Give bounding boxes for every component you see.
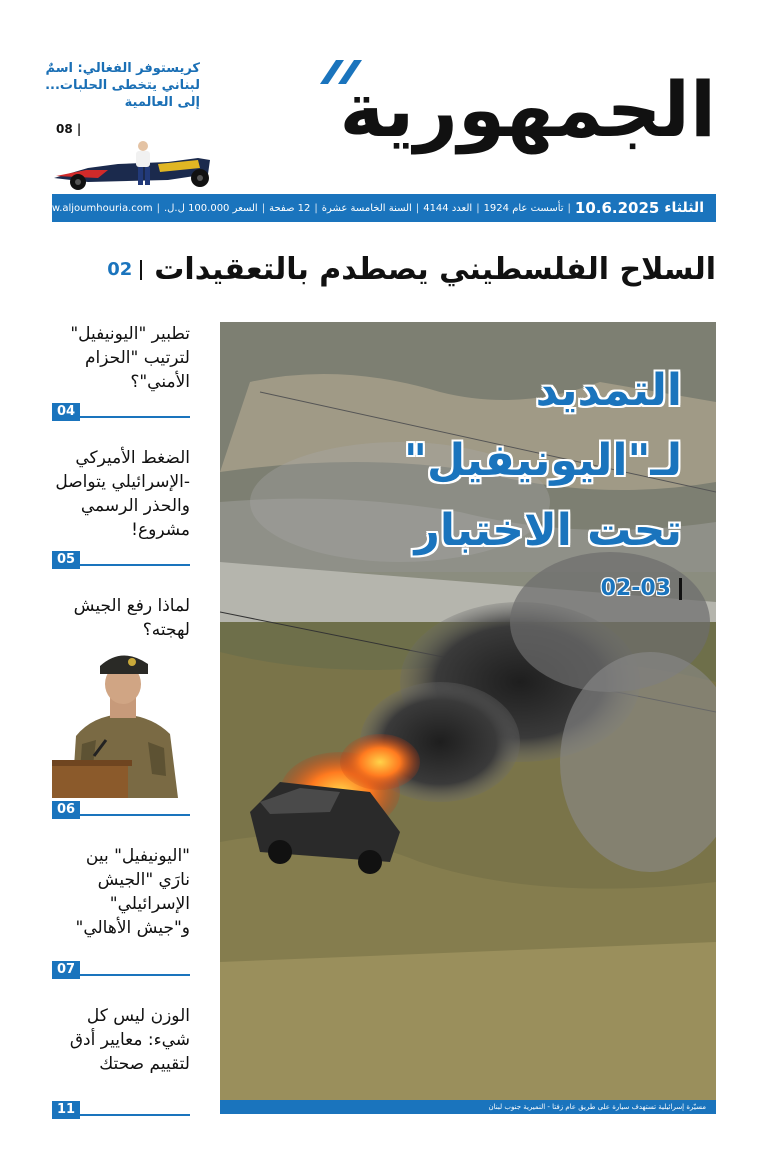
masthead [296, 52, 716, 162]
issue-date: 10.6.2025 [574, 199, 660, 217]
sidebar-item-us-pressure[interactable] [52, 446, 190, 568]
sidebar-item-page: 06 [52, 798, 190, 816]
sidebar-item-page: 07 [52, 958, 190, 976]
cover-headline-line-2: لـ"اليونيفيل" [404, 435, 682, 486]
cover-headline-line-1: التمديد [535, 365, 682, 416]
cover-headline [382, 356, 682, 601]
sidebar-item-page: 11 [52, 1098, 190, 1116]
sidebar-item-unifil-buffer[interactable] [52, 322, 190, 420]
sidebar-item-unifil-fire[interactable] [52, 844, 190, 978]
sidebar-item-weight-health[interactable] [52, 1004, 190, 1116]
main-headline-text: السلاح الفلسطيني يصطدم بالتعقيدات [154, 252, 716, 287]
cover-headline-line-3: تحت الاختبار [414, 505, 682, 556]
sidebar-item-title: الوزن ليس كل شيء: معايير أدق لتقييم صحتك [69, 1006, 190, 1074]
promo-headline: كريستوفر الفغالي: اسمٌ لبناني يتخطى الحلبات... إلى العالمية [45, 61, 200, 110]
sidebar-item-page: 05 [52, 548, 190, 566]
race-car-image [48, 140, 218, 192]
sidebar-item-title: تطبير "اليونيفيل" لترتيب "الحزام الأمني"؟ [70, 324, 190, 392]
sidebar-item-page: 04 [52, 400, 190, 418]
sidebar-item-title: "اليونيفيل" بين نارَي "الجيش الإسرائيلي" و"جيش الأهالي" [75, 846, 190, 938]
publication-year: السنة الخامسة عشرة [321, 202, 412, 214]
sidebar-item-title: لماذا رفع الجيش لهجته؟ [73, 596, 190, 640]
photo-caption: مسيّرة إسرائيلية تستهدف سيارة على طريق عام زفتا - النميرية جنوب لبنان [220, 1100, 716, 1114]
price: السعر 100.000 ل.ل. [163, 202, 258, 214]
newspaper-logo: الجمهورية [339, 65, 716, 154]
cover-photo[interactable] [220, 322, 716, 1100]
cover-page-ref: 02-03 [382, 576, 682, 601]
weekday: الثلثاء [664, 200, 704, 216]
promo-page-number: 08 | [56, 122, 82, 136]
main-headline-page: 02 [107, 260, 142, 280]
army-commander-photo [52, 644, 192, 798]
founded-year: تأسست عام 1924 [483, 202, 564, 214]
issue-number: العدد 4144 [423, 202, 473, 214]
date-bar: الثلثاء 10.6.2025 | تأسست عام 1924 | العدد 4144 | السنة الخامسة عشرة | 12 صفحة | السعر 100.000 ل.ل. | www.aljoumhouria.com [52, 194, 716, 222]
website-link[interactable]: www.aljoumhouria.com [35, 202, 153, 214]
main-headline[interactable] [52, 248, 716, 292]
promo-box[interactable] [45, 60, 218, 190]
page-count: 12 صفحة [269, 202, 311, 214]
divider [679, 578, 682, 600]
sidebar-item-title: الضغط الأميركي -الإسرائيلي يتواصل والحذر الرسمي مشروع! [55, 448, 190, 540]
